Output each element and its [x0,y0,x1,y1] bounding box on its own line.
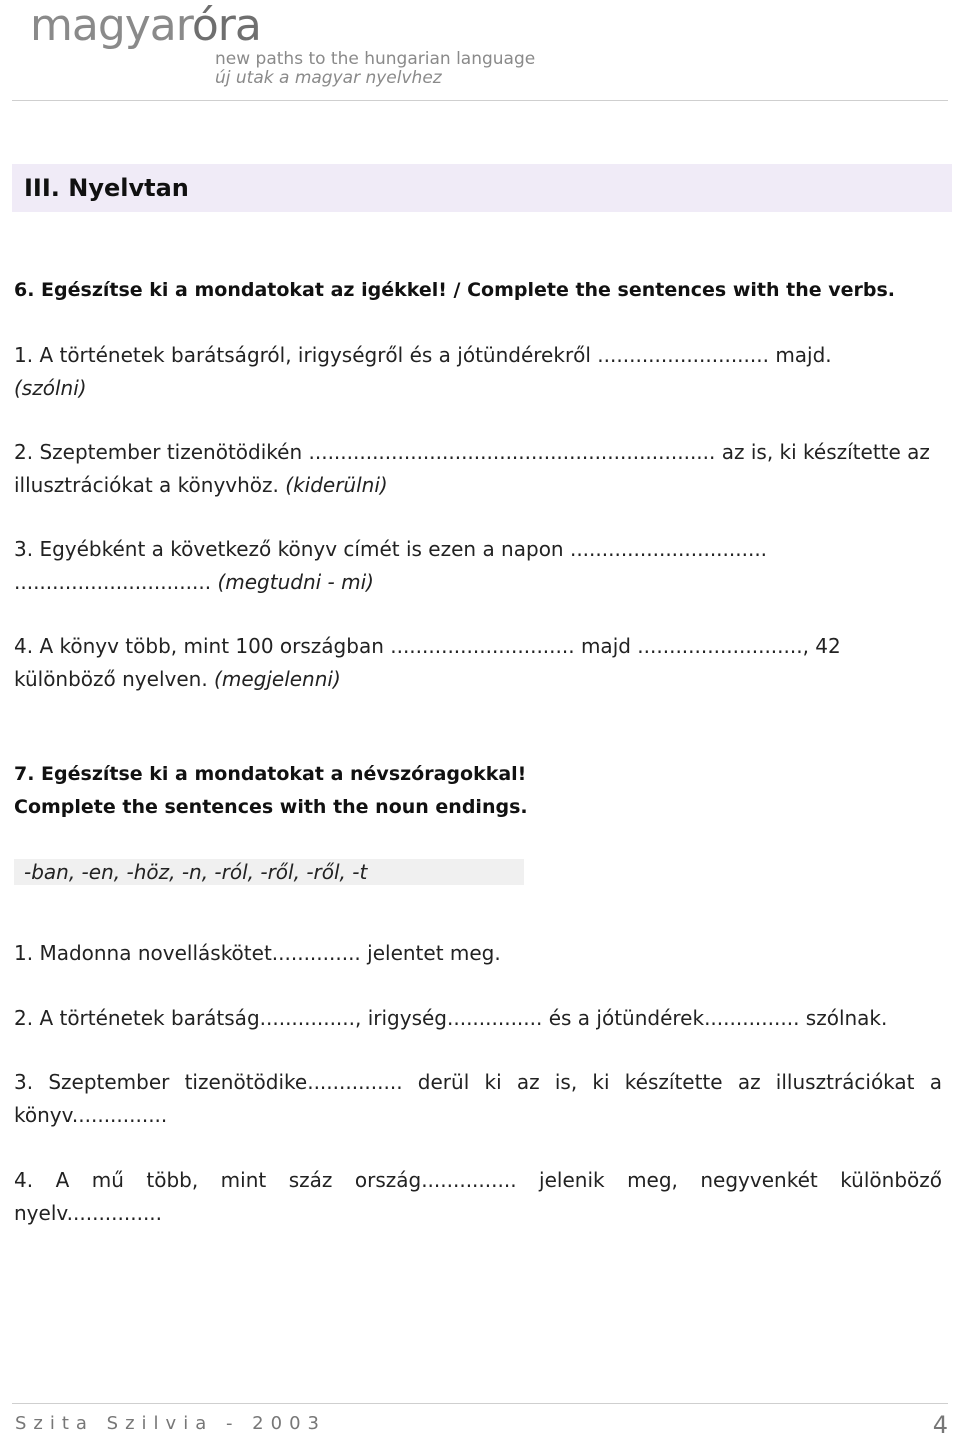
exercise-6-item-4 [14,630,934,696]
exercise-7-title-en: Complete the sentences with the noun endings. [14,796,528,818]
footer-divider [12,1403,948,1404]
item-text: illusztrációkat a könyvhöz. [14,473,279,497]
logo-word-main: magyar [30,0,192,51]
item-line-2 [14,469,934,502]
noun-endings-list: -ban, -en, -höz, -n, -ról, -ről, -ről, -t [24,860,368,884]
exercise-6-item-1 [14,339,934,405]
brand-logo [30,0,536,88]
section-banner [12,164,952,212]
exercise-7-title-hu: 7. Egészítse ki a mondatokat a névszóragokkal! [14,763,527,785]
exercise-7-item-2 [14,1002,934,1035]
footer-author: Szita Szilvia - 2003 [15,1413,326,1434]
exercise-6-item-3 [14,533,934,599]
item-line: 3. Egyébként a következő könyv címét is ezen a napon ............................... [14,537,768,561]
item-line: 4. A mű több, mint száz ország............... jelenik meg, negyvenkét különböző [14,1168,942,1192]
item-line-2 [14,663,934,696]
item-text: különböző nyelven. [14,667,208,691]
item-line: 2. A történetek barátság..............., irigység............... és a jótündérek............... szólnak. [14,1006,888,1030]
page-number: 4 [932,1411,948,1439]
noun-endings-box [14,859,524,885]
item-line: 4. A könyv több, mint 100 országban ............................. majd .........................., 42 [14,634,841,658]
item-line: 1. A történetek barátságról, irigységről és a jótündérekről ........................... majd. [14,343,832,367]
item-hint: (szólni) [14,376,87,400]
logo-tagline-hu: új utak a magyar nyelvhez [215,68,442,88]
header-divider [12,100,948,101]
item-line: 3. Szeptember tizenötödike............... derül ki az is, ki készítette az illusztrációkat a [14,1070,942,1094]
logo-wordmark [30,2,261,50]
item-hint: (kiderülni) [285,473,388,497]
item-hint: (megtudni - mi) [217,570,374,594]
logo-tagline-en: new paths to the hungarian language [215,49,536,69]
item-line-2: nyelv............... [14,1201,163,1225]
item-hint: (megjelenni) [214,667,341,691]
item-line-2 [14,566,934,599]
item-line: 1. Madonna novelláskötet.............. jelentet meg. [14,941,501,965]
exercise-6-item-2 [14,436,934,502]
exercise-7-item-3 [14,1066,942,1132]
item-line: 2. Szeptember tizenötödikén ................................................................ az is, ki készítette az [14,440,930,464]
section-title: III. Nyelvtan [24,174,189,202]
exercise-7-item-4 [14,1164,942,1230]
item-text: ............................... [14,570,212,594]
exercise-6-title: 6. Egészítse ki a mondatokat az igékkel! / Complete the sentences with the verbs. [14,279,896,301]
item-line-2: könyv............... [14,1103,168,1127]
logo-word-accent: óra [191,0,261,51]
exercise-7-item-1 [14,937,934,970]
